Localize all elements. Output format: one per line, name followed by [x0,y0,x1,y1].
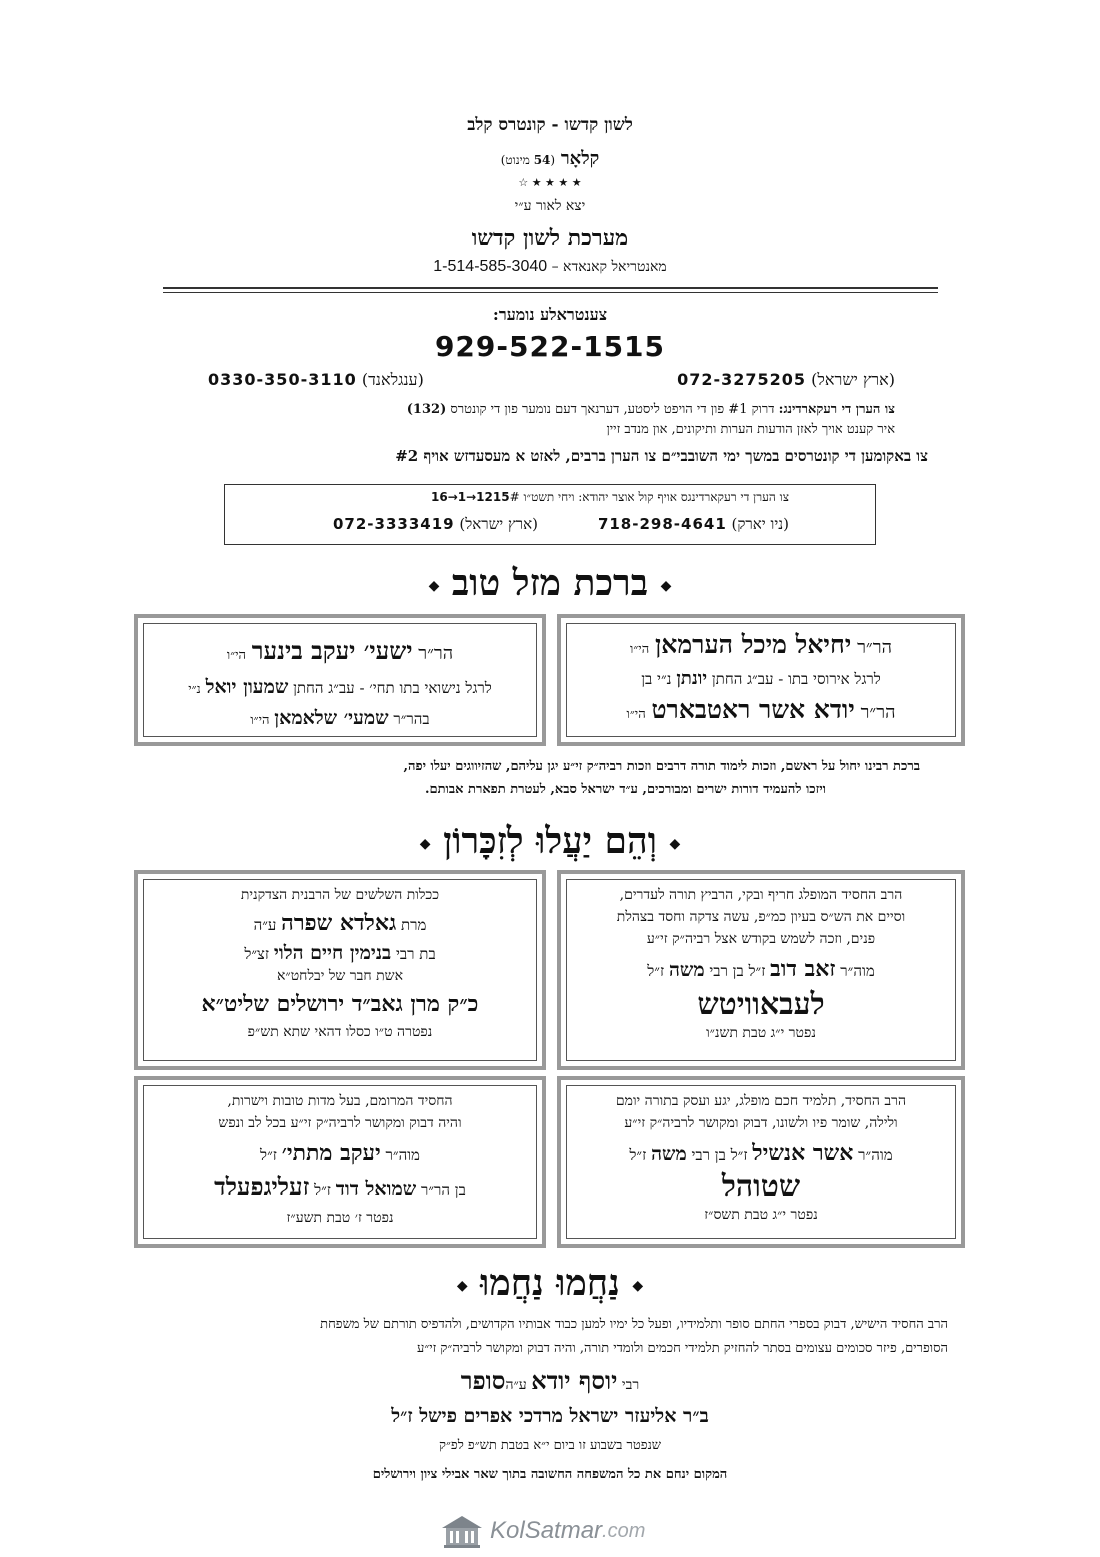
series-title: לשון קדשו - קונטרס קלב [467,115,633,135]
bullet-icon: ◆ [669,836,681,852]
box-line: נפטר י״ג טבת תשס״ז [704,1207,818,1223]
mazel-tov-box-left [134,614,546,746]
box-line: כ״ק מרן גאב״ד ירושלים שליט״א [201,991,479,1017]
nachamu-line: הסופרים, פיזר סכומים עצומים בסתר להחזיק תלמידי חכמים ולומדי תורה, והיה דבוק ומקושר לרביה״ק זי״ע [416,1341,948,1356]
nachamu-heading: ◆ נַחֲמוּ נַחֲמוּ ◆ [456,1262,644,1304]
box-line: שטוהל [721,1169,801,1204]
kuntres-name: קלאָר [560,148,600,169]
brand-suffix: .com [602,1519,646,1542]
box-line: מוה״ר יעקב מתתי׳ ז״ל [260,1140,420,1166]
bullet-icon: ◆ [660,578,672,594]
mazel-tov-heading: ◆ ברכת מזל טוב ◆ [428,562,672,604]
england-number[interactable]: 0330-350-3110 [208,370,357,389]
box-line: נפטר ז׳ טבת תשע״ז [286,1210,394,1226]
recording-instructions: צו הערן די רעקארדינג: דרוק #1 פון די הויפט ליסטע, דערנאך דעם נומער פון די קונטרס (132) [406,402,895,417]
box-line: אשת חבר של יבלחט״א [277,968,403,984]
israel-number-line: (ארץ ישראל) 072-3275205 [677,370,895,389]
central-label: צענטראלע נומער: [492,305,608,324]
box-line: הר״ר יודא אשר ראטבארט הי״ו [626,695,896,724]
box-line: והיה דבוק ומקושר לרביה״ק זי״ע בכל לב ונפש [218,1115,462,1131]
blessing-line: ויזכו להעמיד דורות ישרים ומבורכים, ע״ד ישראל סבא, לעטרת תפארת אבותם. [424,782,826,797]
box-line: ולילה, שומר פיו ולשונו, דבוק ומקושר לרביה״ק זי״ע [624,1115,898,1131]
divider [163,287,938,289]
memorial-box-4 [134,1076,546,1248]
box-line: מוה״ר זאב דוב ז״ל בן רבי משה ז״ל [647,956,875,982]
mazel-tov-box-right [557,614,965,746]
ny-number[interactable]: 718-298-4641 [597,515,727,533]
israel-number[interactable]: 072-3275205 [677,370,807,389]
box-line: הרב החסיד, תלמיד חכם מופלג, יגע ועסק בתורה יומם [615,1093,907,1109]
box-line: בן הר״ר שמואל דוד ז״ל זעליגפעלד [214,1172,466,1201]
box-line: הר״ר יחיאל מיכל הערמאן הי״ו [630,630,892,659]
published-by: יצא לאור ע״י [514,198,586,214]
box-line: לרגל אירוסי בתו - עב״ג החתן יונתן נ״י בן [641,668,881,689]
box-line: לרגל נישואי בתו תחי׳ - עב״ג החתן שמעון יואל נ״י [188,676,492,698]
nachamu-line: המקום ינחם את כל המשפחה החשובה בתוך שאר אבילי ציון וירושלים [372,1467,728,1482]
comments-note: איר קענט אויך לאזן הודעות הערות ותיקונים, און מנדב זיין [606,422,895,437]
brand-name: KolSatmar [490,1517,603,1544]
kol-otzar-ny: (ניו יארק) 718-298-4641 [597,515,789,533]
box-line: הר״ר ישעי׳ יעקב בינער הי״ו [226,636,454,665]
memorial-box-3 [557,1076,965,1248]
publisher-location: מאנטריאל קאנאדא – 1-514-585-3040 [433,258,667,275]
box-line: ככלות השלשים של הרבנית הצדקנית [240,887,440,903]
bullet-icon: ◆ [632,1278,644,1294]
box-line: נפטרה ט״ו כסלו דהאי שתא תש״פ [247,1024,433,1040]
kolsatmar-logo[interactable] [440,1511,645,1551]
nachamu-line: שנפטר בשבוע זו ביום י״א בטבת תש״פ לפ״ק [438,1438,661,1453]
publisher-phone[interactable]: 1-514-585-3040 [433,258,548,275]
duration: (54 מינוט) [500,153,556,167]
kol-otzar-box [224,484,876,545]
central-number[interactable]: 929-522-1515 [434,330,666,363]
bullet-icon: ◆ [419,836,431,852]
box-line: לעבאוויטש [697,987,825,1022]
box-line: מוה״ר אשר אנשיל ז״ל בן רבי משה ז״ל [629,1140,893,1166]
il-number[interactable]: 072-3333419 [333,515,455,533]
memorial-box-2 [134,870,546,1070]
nachamu-line: ב״ר אליעזר ישראל מרדכי אפרים פישל ז״ל [391,1405,709,1427]
memorial-heading: ◆ וְהֵם יַעֲלוּ לְזִכָּרוֹן ◆ [419,820,681,862]
box-line: בהר״ר שמעי׳ שלאמאן הי״ו [250,707,430,729]
box-line: נפטר י״ג טבת תשנ״ו [706,1025,816,1041]
rating-stars: ★ ★ ★ ★ ☆ [518,176,582,189]
box-line: מרת גאלדא שפרה ע״ה [253,910,427,936]
publisher: מערכת לשון קדשו [471,225,629,251]
england-number-line: (ענגלאנד) 0330-350-3110 [208,370,424,389]
memorial-box-1 [557,870,965,1070]
kol-otzar-code: 16→1→1215 [431,490,510,504]
divider [163,292,938,293]
box-line: הרב החסיד המופלג חריף ובקי, הרביץ תורה לעדרים, [619,887,903,903]
kol-otzar-il: (ארץ ישראל) 072-3333419 [333,515,538,533]
bullet-icon: ◆ [428,578,440,594]
receive-note: צו באקומען די קונטרסים במשך ימי השובבי״ם צו הערן ברבים, לאזט א מעסעדזש אויף #2 [395,447,928,465]
house-icon [440,1513,484,1549]
nachamu-name: רבי יוסף יודא ע״הסופר [460,1366,640,1395]
box-line: וסיים את הש״ס בעיון כמ״פ, עשה צדקה וחסד בצהלת [616,909,906,925]
nachamu-line: הרב החסיד הישיש, דבוק בספרי החתם סופר ותלמידיו, ופעל כל ימיו למען כבוד אבותיו הקדושים, ולהדפיס תורתם של משפחת [320,1317,948,1332]
bullet-icon: ◆ [456,1278,468,1294]
blessing-line: ברכת רבינו יחול על ראשם, וזכות לימוד תורה דרבים וזכות רביה״ק זי״ע יגן עליהם, שהזיווגים יעלו יפה, [403,759,920,774]
kol-otzar-line: צו הערן די רעקארדינגס אויף קול אוצר יהודא: ויחי תשט״ו #16→1→1215 [431,490,789,504]
box-line: פנים, וזכה לשמש בקודש אצל רביה״ק זי״ע [646,931,876,947]
kuntres-title [0,148,1100,169]
box-line: החסיד המרומם, בעל מדות טובות וישרות, [227,1093,453,1109]
box-line: בת רבי בנימין חיים הלוי זצ״ל [244,942,436,964]
